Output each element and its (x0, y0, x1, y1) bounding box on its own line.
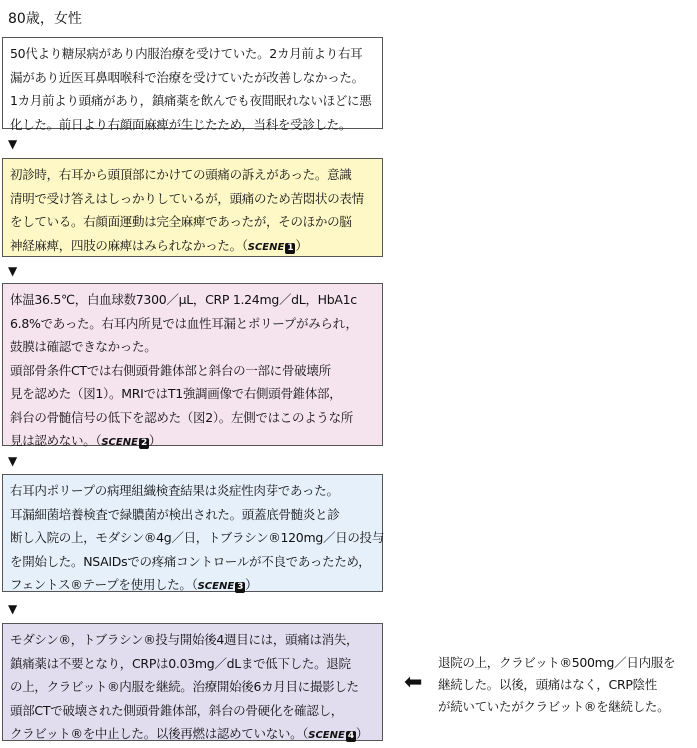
history-box (2, 37, 383, 132)
findings-line: 見を認めた（図1）。MRIではT1強調画像で右側頭骨錐体部， (10, 386, 342, 401)
scene-close-paren: ） (295, 237, 308, 253)
exam-line (10, 234, 375, 260)
down-arrow-icon: ▼ (8, 264, 18, 278)
history-line: 50代より糖尿病があり内服治療を受けていた。2カ月前より右耳 (10, 46, 363, 61)
history-line: 1カ月前より頭痛があり，鎮痛薬を飲んでも夜間眠れないほどに悪 (10, 93, 372, 108)
case-header: 80歳，女性 (8, 11, 82, 27)
outcome-box (2, 623, 383, 741)
side-note (438, 652, 696, 718)
history-line: 漏があり近医耳鼻咽喉科で治療を受けていたが改善しなかった。 (10, 69, 364, 85)
outcome-line: 頭部CTで破壊された側頭骨錐体部，斜台の骨硬化を確認し， (10, 702, 343, 718)
exam-line: 初診時，右耳から頭頂部にかけての頭痛の訴えがあった。意識 (10, 167, 352, 182)
findings-line: 斜台の骨髄信号の低下を認めた（図2）。左側ではこのような所 (10, 409, 354, 425)
scene-number-badge: 3 (237, 582, 244, 592)
down-arrow-icon: ▼ (8, 602, 18, 616)
findings-line: 体温36.5℃，白血球数7300／μL，CRP 1.24mg／dL，HbA1c (10, 292, 357, 307)
scene-label: SCENE (247, 241, 285, 253)
findings-box (2, 283, 383, 446)
scene-close-paren: ） (355, 726, 369, 741)
treatment-line: 右耳内ポリープの病理組織検査結果は炎症性肉芽であった。 (10, 483, 339, 498)
outcome-line: モダシン®，トブラシン®投与開始後4週目には，頭痛は消失， (10, 632, 359, 647)
findings-line: 頭部骨条件CTでは右側頭骨錐体部と斜台の一部に骨破壊所 (10, 362, 331, 378)
initial-exam-box (2, 158, 383, 257)
treatment-line: 耳漏細菌培養検査で緑膿菌が検出された。頭蓋底骨髄炎と診 (10, 506, 340, 522)
scene-number-badge: 2 (140, 438, 147, 448)
scene-close-paren: ） (245, 577, 258, 592)
outcome-line-text: クラビット®を中止した。以後再燃は認めていない。（ (10, 726, 309, 741)
scene-label: SCENE (197, 581, 235, 592)
outcome-line: 鎮痛薬は不要となり，CRPは0.03mg／dLまで低下した。退院 (10, 655, 351, 671)
exam-line: をしている。右顔面運動は完全麻痺であったが，そのほかの脳 (10, 214, 352, 229)
down-arrow-icon: ▼ (8, 137, 18, 151)
treatment-line: 断し入院の上，モダシン®4g／日，トブラシン®120mg／日の投与 (10, 530, 384, 545)
left-arrow-icon: ⬅ (404, 670, 423, 695)
scene-label: SCENE (308, 730, 345, 741)
scene-label: SCENE (101, 437, 138, 448)
treatment-line: を開始した。NSAIDsでの疼痛コントロールが不良であったため， (10, 553, 371, 569)
findings-line (10, 429, 375, 455)
down-arrow-icon: ▼ (8, 454, 18, 468)
scene-number-badge: 4 (347, 731, 354, 741)
treatment-box (2, 474, 383, 592)
outcome-line: の上，クラビット®内服を継続。治療開始後6カ月目に撮影した (10, 679, 359, 694)
exam-line-text: 神経麻痺，四肢の麻痺はみられなかった。（ (10, 237, 248, 253)
findings-line: 鼓膜は確認できなかった。 (10, 339, 157, 354)
exam-line: 清明で受け答えはしっかりしているが，頭痛のため苦悶状の表情 (10, 190, 364, 206)
scene-number-badge: 1 (287, 242, 294, 253)
outcome-line (10, 722, 375, 748)
side-note-line: が続いていたがクラビット®を継続した。 (438, 699, 670, 714)
findings-line-text: 見は認めない。（ (10, 433, 102, 448)
side-note-line: 退院の上，クラビット®500mg／日内服を (438, 655, 676, 670)
side-note-line: 継続した。以後，頭痛はなく，CRP陰性 (438, 677, 658, 692)
findings-line: 6.8%であった。右耳内所見では血性耳漏とポリープがみられ， (10, 315, 358, 331)
history-line: 化した。前日より右顔面麻痺が生じたため，当科を受診した。 (10, 116, 352, 132)
scene-close-paren: ） (148, 433, 162, 448)
treatment-line (10, 573, 375, 599)
treatment-line-text: フェントス®テープを使用した。（ (10, 577, 198, 592)
